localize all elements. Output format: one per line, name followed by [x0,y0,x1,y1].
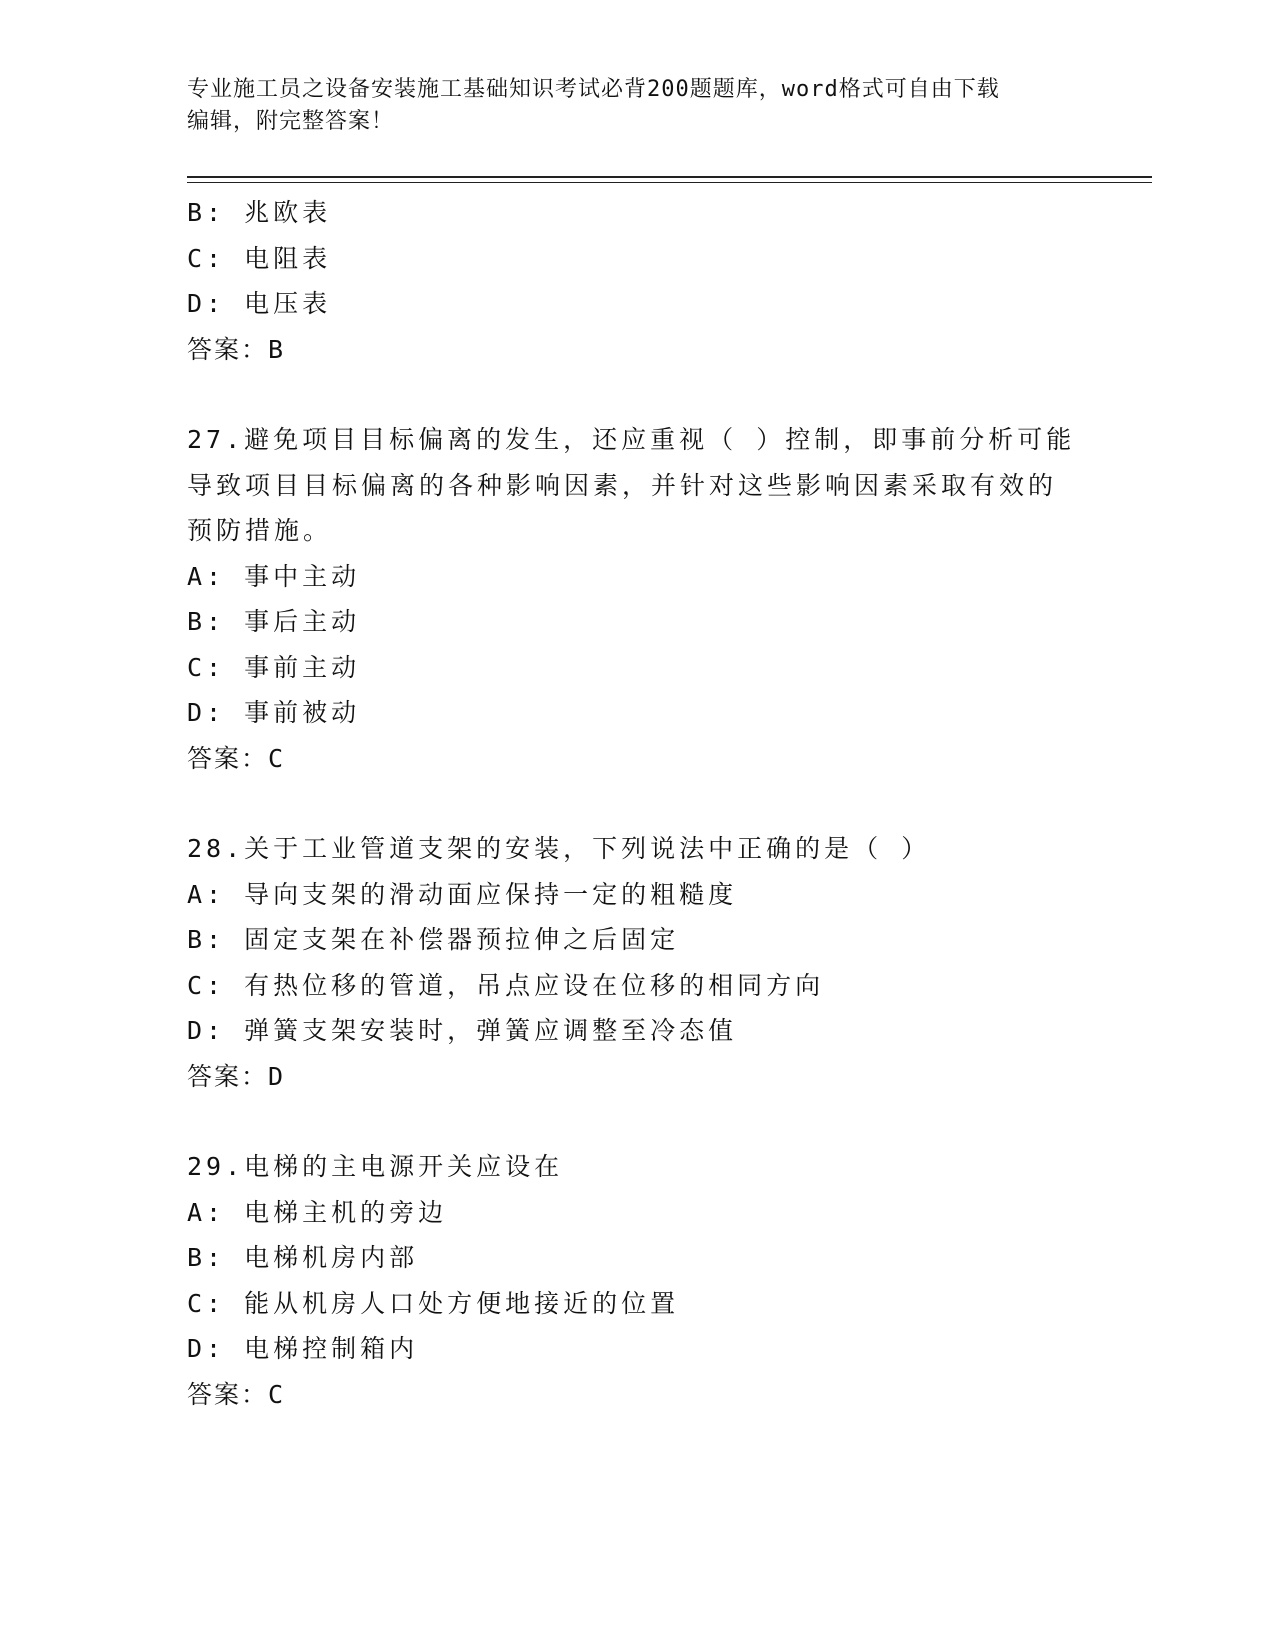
header-divider-thin [187,182,1152,183]
question-stem: 导致项目目标偏离的各种影响因素，并针对这些影响因素采取有效的 [187,470,1058,500]
option-c: C: 电阻表 [187,243,332,273]
header-title-line-2: 编辑，附完整答案！ [187,109,395,134]
option-c: C: 能从机房人口处方便地接近的位置 [187,1288,680,1318]
header-divider-thick [187,176,1152,178]
option-b: B: 电梯机房内部 [187,1243,419,1272]
answer-line: 答案：D [187,1061,286,1091]
option-c: C: 有热位移的管道，吊点应设在位移的相同方向 [187,970,825,1000]
question-28 [187,826,1087,1099]
option-a: A: 电梯主机的旁边 [187,1197,448,1227]
answer-line: 答案：C [187,1379,286,1409]
option-b: B: 事后主动 [187,607,361,636]
header-title-line-1: 专业施工员之设备安装施工基础知识考试必背200题题库，word格式可自由下载 [187,77,1000,102]
answer-line: 答案：B [187,334,286,364]
option-a: A: 事中主动 [187,561,361,591]
option-d: D: 电梯控制箱内 [187,1334,419,1363]
option-b: B: 兆欧表 [187,198,332,227]
answer-line: 答案：C [187,743,286,773]
document-header [187,74,1067,138]
question-stem: 预防措施。 [187,516,333,545]
option-d: D: 弹簧支架安装时，弹簧应调整至冷态值 [187,1016,738,1045]
question-stem: 28.关于工业管道支架的安装，下列说法中正确的是（ ） [187,834,931,863]
option-c: C: 事前主动 [187,652,361,682]
option-d: D: 电压表 [187,289,332,318]
question-29 [187,1144,1087,1417]
question-27 [187,417,1087,781]
question-stem: 27.避免项目目标偏离的发生，还应重视（ ）控制，即事前分析可能 [187,425,1076,454]
option-a: A: 导向支架的滑动面应保持一定的粗糙度 [187,879,738,909]
option-d: D: 事前被动 [187,698,361,727]
question-stem: 29.电梯的主电源开关应设在 [187,1152,564,1181]
question-list [187,190,1087,1417]
option-b: B: 固定支架在补偿器预拉伸之后固定 [187,925,680,954]
question-26-continued [187,190,1087,372]
